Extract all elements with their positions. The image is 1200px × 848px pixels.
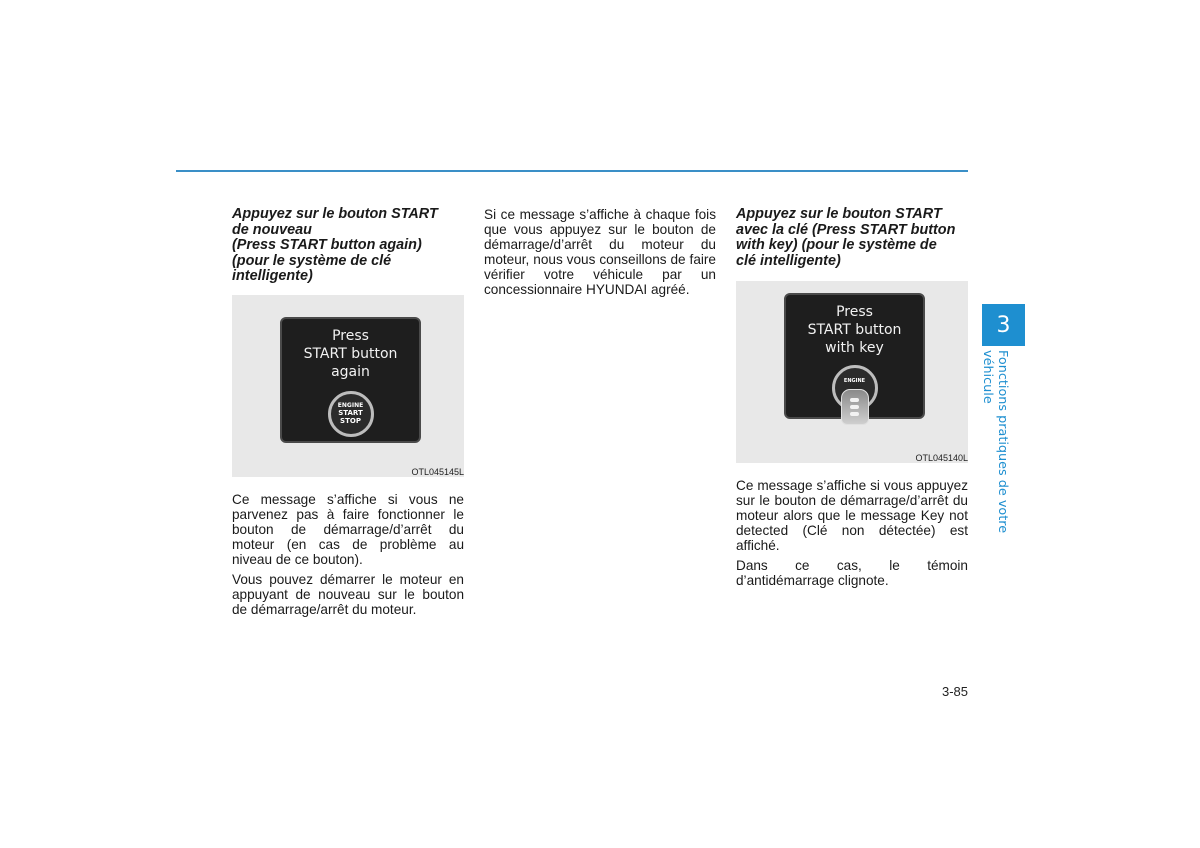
figure-code: OTL045140L bbox=[915, 453, 968, 463]
body-paragraph: Ce message s’affiche si vous appuyez sur le bouton de démarrage/d’arrêt du moteur alors que le message Key not detected (Clé non détectée) est affiché. bbox=[736, 478, 968, 553]
column-1 bbox=[232, 207, 464, 622]
figure-press-start-again bbox=[232, 295, 464, 477]
chapter-tab: 3 bbox=[982, 304, 1025, 346]
section-heading-press-with-key: Appuyez sur le bouton START avec la clé (Press START button with key) (pour le système de clé intelligente) bbox=[736, 206, 956, 269]
figure-code: OTL045145L bbox=[411, 466, 464, 477]
page-number: 3-85 bbox=[941, 684, 968, 699]
engine-start-button-icon: ENGINE bbox=[832, 365, 878, 411]
figure-press-start-with-key bbox=[736, 281, 968, 463]
panel-message: Press START button again bbox=[303, 327, 398, 380]
cluster-display-panel bbox=[784, 293, 925, 419]
column-2 bbox=[484, 207, 716, 302]
body-paragraph: Dans ce cas, le témoin d’antidémarrage clignote. bbox=[736, 558, 968, 588]
header-rule bbox=[176, 170, 968, 172]
body-paragraph: Ce message s’affiche si vous ne parvenez pas à faire fonctionner le bouton de démarrage/d’arrêt du moteur (en cas de problème au niveau de ce bouton). bbox=[232, 491, 464, 567]
smart-key-fob-icon bbox=[841, 389, 869, 425]
column-3 bbox=[736, 207, 968, 593]
body-paragraph: Vous pouvez démarrer le moteur en appuyant de nouveau sur le bouton de démarrage/arrêt du moteur. bbox=[232, 571, 464, 617]
section-heading-press-again: Appuyez sur le bouton START de nouveau (Press START button again) (pour le système de clé intelligente) bbox=[232, 206, 438, 284]
engine-start-stop-button-icon: ENGINE START STOP bbox=[328, 391, 374, 437]
chapter-title: Fonctions pratiques de votre véhicule bbox=[980, 350, 1010, 534]
panel-message: Press START button with key bbox=[807, 304, 902, 356]
body-paragraph: Si ce message s’affiche à chaque fois que vous appuyez sur le bouton de démarrage/d’arrêt du moteur du moteur, nous vous conseillons de faire vérifier votre véhicule par un concessionnaire HYUNDAI agréé. bbox=[484, 207, 716, 297]
cluster-display-panel bbox=[280, 317, 421, 443]
